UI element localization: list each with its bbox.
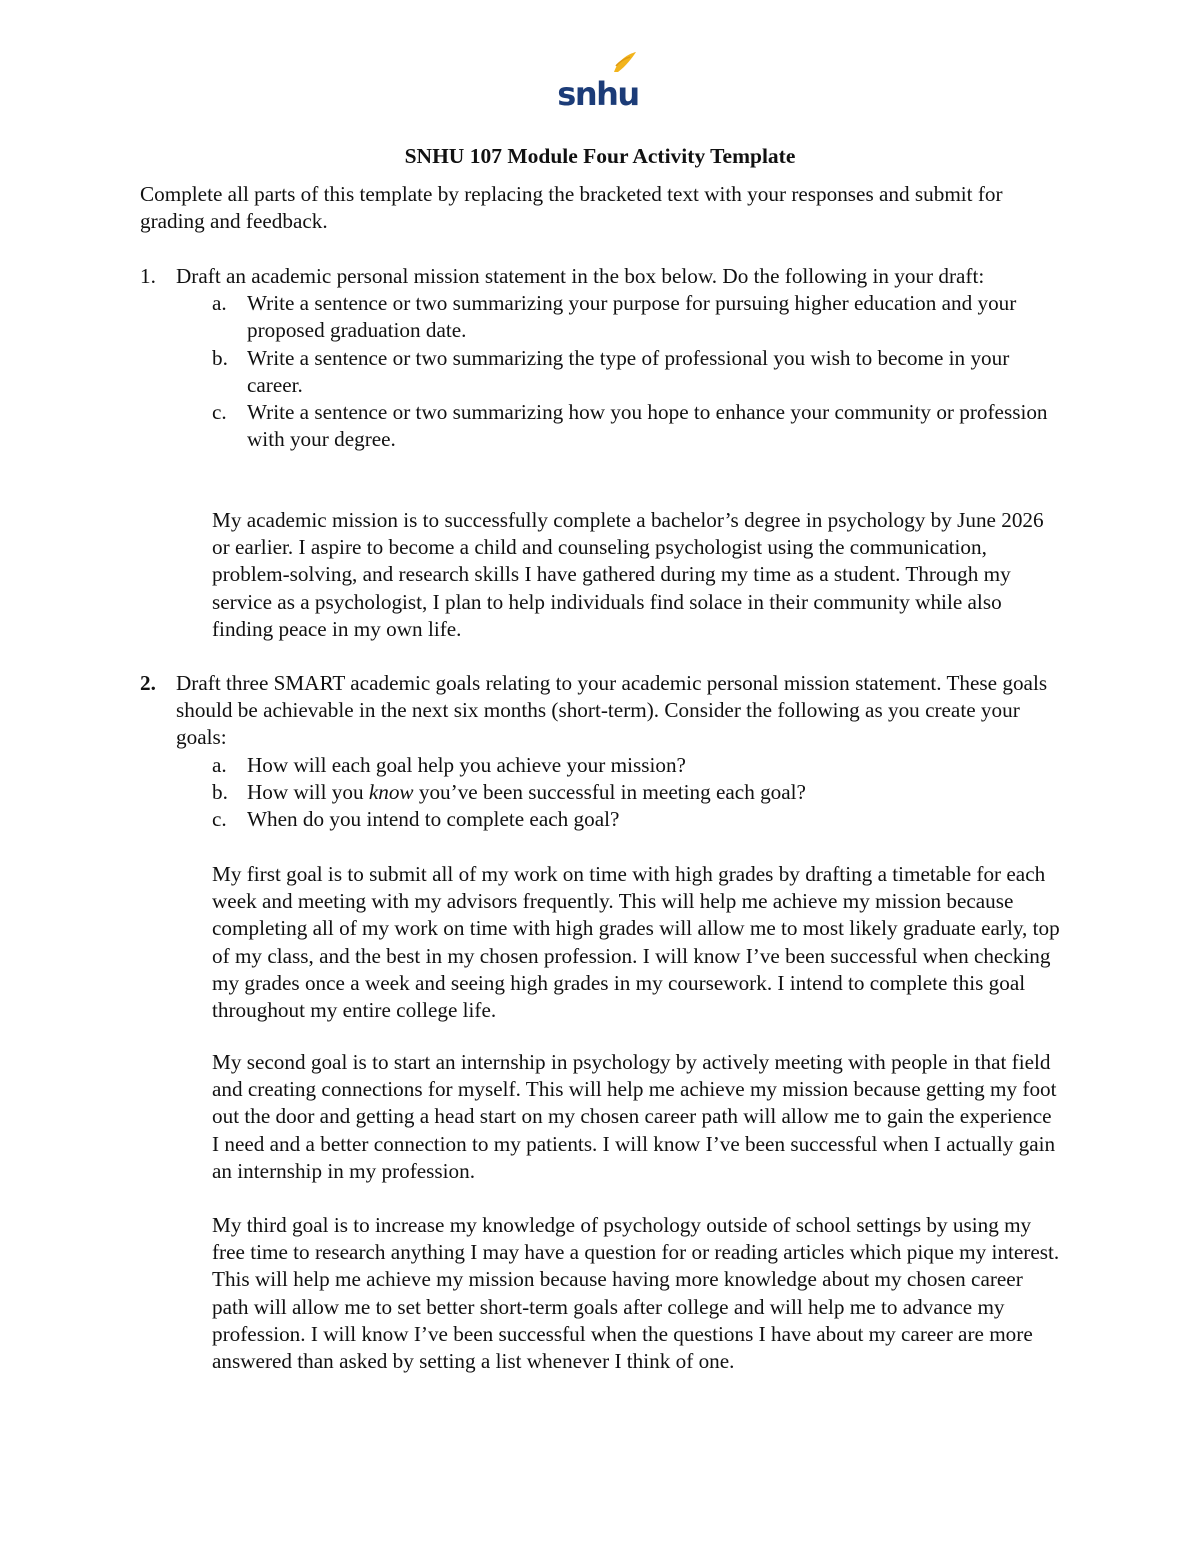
instructions-text: Complete all parts of this template by replacing the bracketed text with your responses and submit for grading and feedback. [140,182,1003,234]
question-text: Draft three SMART academic goals relating to your academic personal mission statement. These goals should be achievable in the next six months (short-term). Consider the following as you create your goals: [176,671,1048,750]
svg-text:snhu: snhu [557,75,639,110]
question-number: 2. [140,671,156,695]
sub-item-a [212,290,1060,344]
flame-accent-icon [614,52,636,72]
sub-item-text: Write a sentence or two summarizing your purpose for pursuing higher education and your proposed graduation date. [247,291,1017,343]
snhu-logo-graphic [556,52,640,110]
snhu-logo [556,52,640,110]
sub-item-c [212,399,1060,453]
sub-item-c [212,806,1060,833]
question-number: 1. [140,264,156,288]
sub-item-text: When do you intend to complete each goal? [247,807,620,832]
sub-item-text: How will each goal help you achieve your mission? [247,752,686,777]
sub-item-text: Write a sentence or two summarizing the type of professional you wish to become in your career. [247,345,1010,397]
question-text: Draft an academic personal mission statement in the box below. Do the following in your draft: [176,264,985,288]
sub-item-letter: b. [212,345,228,370]
emphasis-text: know [368,779,414,804]
sub-item-a [212,752,1060,779]
sub-item-b [212,779,1060,806]
mission-statement-answer[interactable]: My academic mission is to successfully complete a bachelor’s degree in psychology by June 2026 or earlier. I aspire to become a child and counseling psychologist using the communication, problem-solving, and research skills I have gathered during my time as a student. Through my service as a psychologist, I plan to help individuals find solace in their community while also finding peace in my own life. [212,508,1044,641]
sub-item-b [212,345,1060,399]
question-2 [140,670,1060,833]
sub-item-letter: c. [212,400,227,425]
question-1 [140,263,1060,453]
goal-3-answer[interactable]: My third goal is to increase my knowledge of psychology outside of school settings by using my free time to research anything I may have a question for or reading articles which pique my interest. This will help me achieve my mission because having more knowledge about my chosen career path will allow me to set better short-term goals after college and will help me to advance my profession. I will know I’ve been successful when the questions I have about my career are more answered than asked by setting a list whenever I think of one. [212,1213,1060,1374]
page-title: SNHU 107 Module Four Activity Template [404,144,796,168]
sub-item-letter: b. [212,779,228,804]
goal-1-answer[interactable]: My first goal is to submit all of my work on time with high grades by drafting a timetable for each week and meeting with my advisors frequently. This will help me achieve my mission because completing all of my work on time with high grades will allow me to most likely graduate early, top of my class, and the best in my chosen profession. I will know I’ve been successful when checking my grades once a week and seeing high grades in my coursework. I intend to complete this goal throughout my entire college life. [212,862,1060,1023]
sub-item-letter: c. [212,807,227,832]
sub-item-text: Write a sentence or two summarizing how you hope to enhance your community or profession with your degree. [247,400,1048,452]
sub-item-text: How will you know you’ve been successful in meeting each goal? [247,779,806,804]
sub-item-letter: a. [212,291,227,316]
goal-2-answer[interactable]: My second goal is to start an internship in psychology by actively meeting with people in that field and creating connections for myself. This will help me achieve my mission because getting my foot out the door and getting a head start on my chosen career path will allow me to gain the experience I need and a better connection to my patients. I will know I’ve been successful when I actually gain an internship in my profession. [212,1050,1057,1183]
sub-item-letter: a. [212,752,227,777]
